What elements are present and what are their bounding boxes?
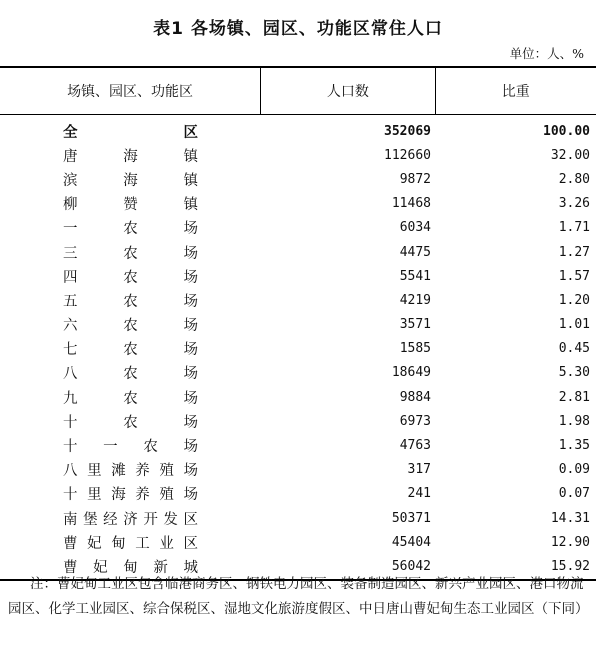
row-name: 一 农 场 (63, 221, 198, 238)
row-name: 柳 赞 镇 (63, 197, 198, 214)
unit-label: 单位：人、% (509, 46, 584, 61)
row-name: 四 农 场 (63, 269, 198, 286)
row-share: 14.31 (550, 510, 590, 526)
row-name: 曹 妃 甸 新 城 (63, 559, 198, 576)
header-name: 场镇、园区、功能区 (67, 84, 194, 100)
row-share: 0.09 (558, 462, 590, 478)
table-row (0, 264, 596, 288)
row-share: 0.45 (558, 341, 590, 357)
row-population: 4763 (399, 438, 431, 454)
table-row (0, 167, 596, 191)
row-name: 十 一 农 场 (63, 439, 198, 456)
row-population: 9884 (399, 389, 431, 405)
table-row (0, 530, 596, 554)
row-population: 11468 (391, 196, 431, 212)
table-row (0, 433, 596, 457)
row-name: 六 农 场 (63, 318, 198, 335)
table-row (0, 458, 596, 482)
row-share: 1.27 (558, 244, 590, 260)
footnote-text: 注：曹妃甸工业区包含临港商务区、钢铁电力园区、装备制造园区、新兴产业园区、港口物流园区、化学工业园区、综合保税区、湿地文化旅游度假区、中日唐山曹妃甸生态工业园区（下同） (8, 576, 589, 617)
row-population: 317 (407, 462, 431, 478)
row-population: 56042 (391, 558, 431, 574)
row-share: 100.00 (543, 123, 590, 139)
row-share: 12.90 (550, 534, 590, 550)
header-share: 比重 (435, 68, 596, 114)
row-population: 3571 (399, 317, 431, 333)
row-population: 1585 (399, 341, 431, 357)
row-name: 八 农 场 (63, 366, 198, 383)
table-row (0, 506, 596, 530)
row-population: 45404 (391, 534, 431, 550)
row-name: 全 区 (63, 123, 198, 141)
row-population: 4219 (399, 292, 431, 308)
row-name: 唐 海 镇 (63, 148, 198, 165)
table-row (0, 192, 596, 216)
row-population: 9872 (399, 171, 431, 187)
row-share: 1.57 (558, 268, 590, 284)
table-row (0, 143, 596, 167)
row-share: 1.98 (558, 413, 590, 429)
table-row (0, 313, 596, 337)
row-share: 1.71 (558, 220, 590, 236)
row-population: 5541 (399, 268, 431, 284)
row-share: 15.92 (550, 558, 590, 574)
row-population: 18649 (391, 365, 431, 381)
row-name: 五 农 场 (63, 293, 198, 310)
row-share: 5.30 (558, 365, 590, 381)
row-name: 滨 海 镇 (63, 172, 198, 189)
row-population: 241 (407, 486, 431, 502)
row-name: 三 农 场 (63, 245, 198, 262)
table-row (0, 240, 596, 264)
table-row (0, 288, 596, 312)
row-name: 七 农 场 (63, 342, 198, 359)
table-row (0, 361, 596, 385)
row-population: 6034 (399, 220, 431, 236)
row-share: 1.35 (558, 438, 590, 454)
row-name: 十 里 海 养 殖 场 (63, 487, 198, 504)
row-name: 南 堡 经 济 开 发 区 (63, 511, 198, 528)
table-row (0, 482, 596, 506)
row-name: 八 里 滩 养 殖 场 (63, 463, 198, 480)
row-name: 十 农 场 (63, 414, 198, 431)
table-row (0, 409, 596, 433)
row-population: 352069 (384, 123, 431, 139)
row-name: 曹 妃 甸 工 业 区 (63, 535, 198, 552)
row-population: 112660 (384, 147, 431, 163)
population-table (0, 66, 596, 581)
row-name: 九 农 场 (63, 390, 198, 407)
row-share: 1.20 (558, 292, 590, 308)
table-header (0, 66, 596, 115)
header-population: 人口数 (260, 68, 434, 114)
table-title: 表1 各场镇、园区、功能区常住人口 (153, 19, 443, 39)
row-population: 4475 (399, 244, 431, 260)
row-share: 1.01 (558, 317, 590, 333)
table-body (0, 115, 596, 581)
row-population: 50371 (391, 510, 431, 526)
table-row (0, 337, 596, 361)
row-population: 6973 (399, 413, 431, 429)
row-share: 0.07 (558, 486, 590, 502)
table-row (0, 385, 596, 409)
row-share: 2.81 (558, 389, 590, 405)
table-row (0, 216, 596, 240)
row-share: 3.26 (558, 196, 590, 212)
footnote (8, 572, 588, 622)
row-share: 2.80 (558, 171, 590, 187)
row-share: 32.00 (550, 147, 590, 163)
table-row (0, 119, 596, 143)
